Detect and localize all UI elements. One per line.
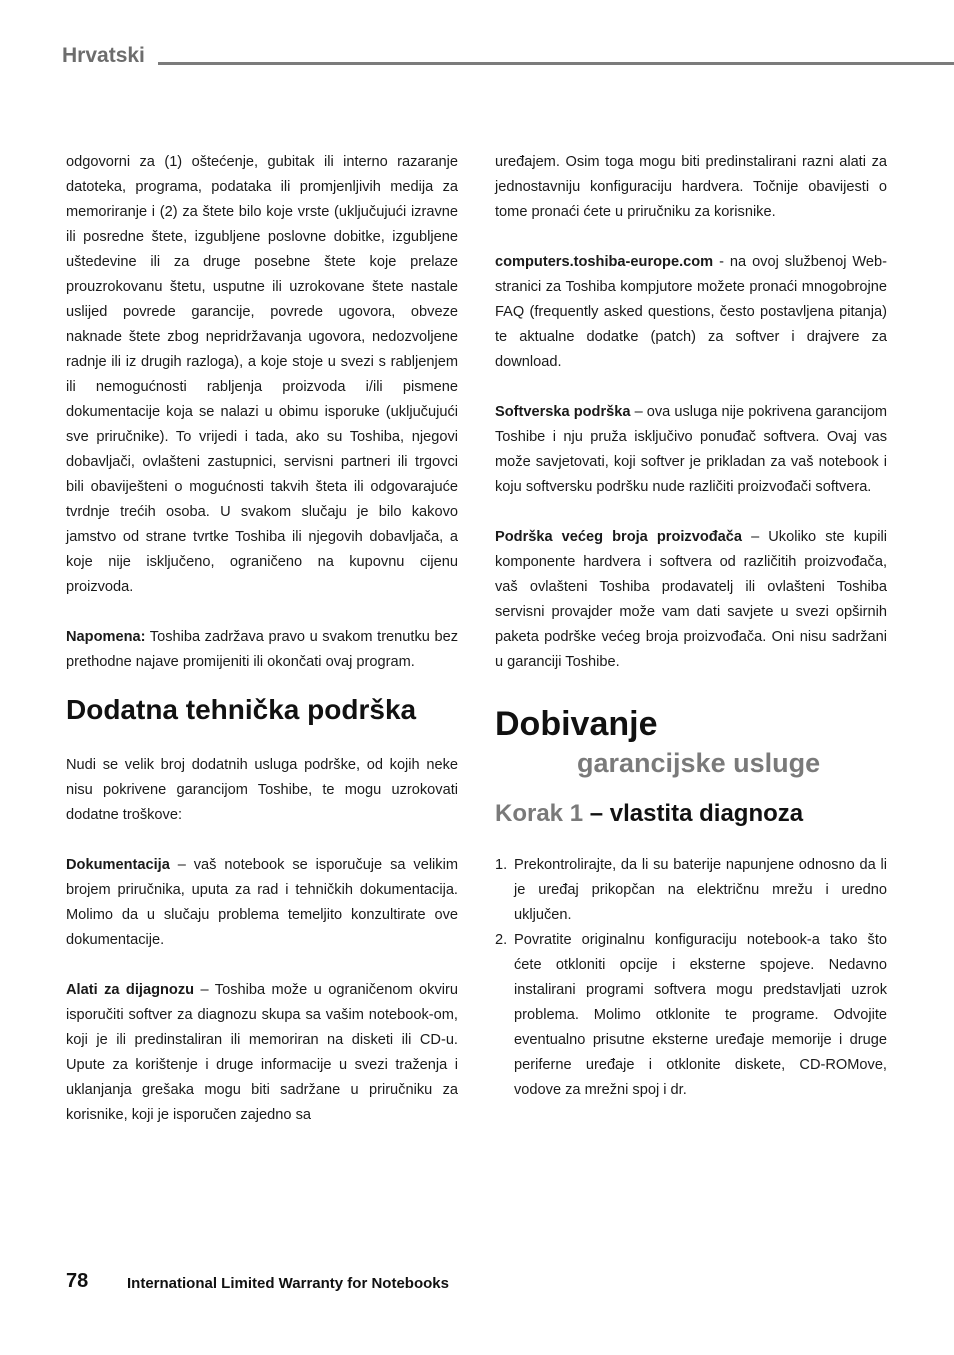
step-title: – vlastita diagnoza [583, 800, 804, 827]
section-language-label: Hrvatski [62, 44, 145, 67]
diagnostic-tools-text: – Toshiba može u ograničenom okviru isporučiti softver za diagnozu skupa sa vašim notebook-om, koji je ili predinstaliran ili memoriran na disketi ili CD-u. Upute za korištenje i druge informacije u svezi traženja i uklanjanja grešaka mogu biti sadržane u priručniku za korisnike, koji je isporučen zajedno sa [66, 982, 458, 1123]
documentation-text: – vaš notebook se isporučuje sa velikim brojem priručnika, uputa za rad i tehničkih dokumentacija. Molimo da u slučaju problema temeljito konzultirate ove dokumentacije. [66, 857, 458, 948]
software-support-text: – ova usluga nije pokrivena garancijom Toshibe i nju pruža isključivo ponuđač softvera. Ovaj vas može savjetovati, koji softver je prikladan za vaš notebook i koju softversku podršku nude različiti proizvođači softvera. [495, 404, 887, 495]
diagnosis-steps-list [495, 853, 887, 1103]
liability-paragraph: odgovorni za (1) oštećenje, gubitak ili interno razaranje datoteka, programa, podataka ili promjenljivih medija za memoriranje i (2) za štete bilo koje vrste (uključujući izravne ili posredne štete, izgubljene poslovne dobitke, izgubljene uštedevine ili za druge posebne štete koje prelaze prouzrokovanu štetu, usputne ili uzrokovane štete nastale uslijed povrede garancije, povrede ugovora, obveze naknade štete zbog nepridržavanja ugovora, nedozvoljene radnje ili iz drugih razloga), a koje stoje u svezi s rabljenjem ili nemogućnosti rabljenja proizvoda i/ili pismene dokumentacije koja se nalazi u obimu isporuke (uključujući sve priručnike). To vrijedi i tada, ako su Toshiba, njegovi dobavljači, ovlašteni zastupnici, servisni partneri ili trgovci bili obaviješteni o mogućnosti takvih šteta ili odgovarajuće tvrdnje trećih osoba. U svakom slučaju je bilo kakovo jamstvo od strane tvrtke Toshiba ili njegovih dobavljača, a koje nije isključeno, ograničeno na kupovnu cijenu proizvoda. [66, 154, 458, 595]
step-heading [495, 799, 887, 829]
website-paragraph [495, 250, 887, 375]
footer-title: International Limited Warranty for Notebooks [127, 1275, 449, 1292]
software-support-paragraph [495, 400, 887, 500]
software-support-label: Softverska podrška [495, 404, 631, 420]
support-heading: Dodatna tehnička podrška [66, 694, 417, 725]
documentation-paragraph [66, 853, 458, 953]
list-item [495, 928, 887, 1103]
website-text: - na ovoj službenoj Web-stranici za Toshiba kompjutore možete pronaći mnogobrojne FAQ (frequently asked questions, često postavljena pitanja) te aktualne dodatke (patch) za softver i drajvere za download. [495, 254, 887, 370]
list-item-number: 1. [495, 857, 508, 873]
right-column [495, 150, 887, 1103]
warranty-service-subheading: garancijske usluge [577, 748, 821, 778]
note-text: Toshiba zadržava pravo u svakom trenutku bez prethodne najave promijeniti ili okončati ovaj program. [66, 629, 458, 670]
list-item-text: Prekontrolirajte, da li su baterije napunjene odnosno da li je uređaj prikopčan na električnu mrežu i uredno uključen. [514, 857, 887, 923]
support-intro: Nudi se velik broj dodatnih usluga podrške, od kojih neke nisu pokrivene garancijom Toshibe, te mogu uzrokovati dodatne troškove: [66, 757, 458, 823]
website-label: computers.toshiba-europe.com [495, 254, 714, 270]
header-rule [158, 62, 954, 65]
multivendor-paragraph [495, 525, 887, 675]
list-item-text: Povratite originalnu konfiguraciju notebook-a tako što ćete otkloniti opcije i eksterne spojeve. Nedavno instalirani programi softvera mogu predstavljati uzrok problema. Molimo otklonite te programe. Odvojite eventualno prisutne eksterne uređaje memorije i druge periferne uređaje i otklonite diskete, CD-ROMove, vodove za mrežni spoj i dr. [514, 932, 887, 1098]
multivendor-text: – Ukoliko ste kupili komponente hardvera i softvera od različitih proizvođača, vaš ovlašteni Toshiba prodavatelj ili ovlašteni Toshiba servisni provajder može vam dati savjete u svezi opširnih paketa podrške većeg broja proizvođača. Oni nisu sadržani u garanciji Toshibe. [495, 529, 887, 670]
note-label: Napomena: [66, 629, 146, 645]
step-number: Korak 1 [495, 800, 584, 827]
multivendor-label: Podrška većeg broja proizvođača [495, 529, 743, 545]
warranty-service-heading: Dobivanje [495, 705, 658, 743]
list-item [495, 853, 887, 928]
left-column [66, 150, 458, 1128]
page-number: 78 [66, 1270, 89, 1292]
note-paragraph [66, 625, 458, 675]
device-tools-paragraph: uređajem. Osim toga mogu biti predinstalirani razni alati za jednostavniju konfiguraciju hardvera. Točnije obavijesti o tome pronaći ćete u priručniku za korisnike. [495, 154, 887, 220]
documentation-label: Dokumentacija [66, 857, 170, 873]
diagnostic-tools-paragraph [66, 978, 458, 1128]
list-item-number: 2. [495, 932, 508, 948]
diagnostic-tools-label: Alati za dijagnozu [66, 982, 195, 998]
